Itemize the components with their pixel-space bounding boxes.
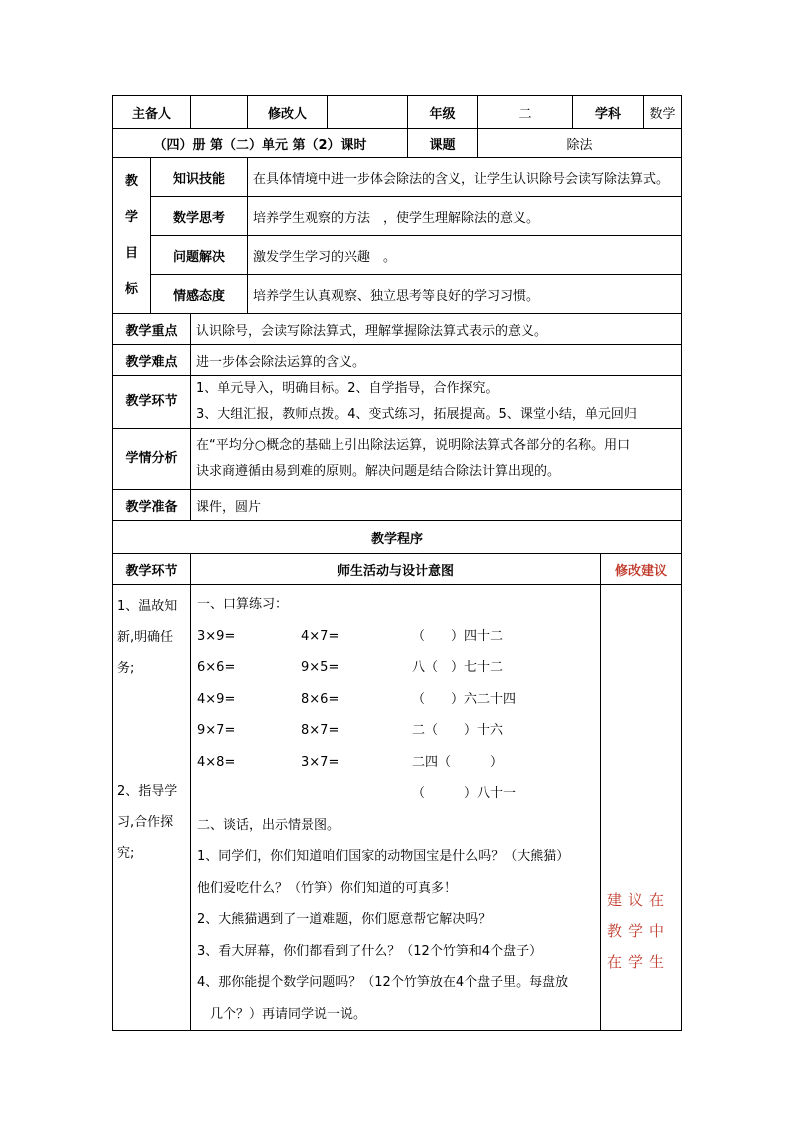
topic-label: 课题 <box>408 129 478 158</box>
col-activity-header: 师生活动与设计意图 <box>191 554 601 585</box>
talk-line: 3、看大屏幕，你们都看到了什么？（12个竹笋和4个盘子） <box>197 943 543 959</box>
teaching-steps-text <box>191 376 682 429</box>
preparation-label: 教学准备 <box>113 490 191 521</box>
program-steps-cell <box>113 585 191 1031</box>
objective-label: 知识技能 <box>151 158 248 197</box>
step-line: 2、指导学 <box>117 784 178 799</box>
step-line: 新,明确任 <box>117 630 174 645</box>
reviser-value[interactable] <box>328 96 408 129</box>
talk-title: 二、谈话，出示情景图。 <box>197 817 341 833</box>
objective-label: 情感态度 <box>151 275 248 314</box>
oral-row: 4×9= 8×6= （ ）六二十四 <box>197 691 517 707</box>
unit-text: （四）册 第（二）单元 第（2）课时 <box>113 129 408 158</box>
program-title: 教学程序 <box>113 521 682 554</box>
difficult-point-row <box>113 345 682 376</box>
program-activity-cell <box>191 585 601 1031</box>
preparation-row <box>113 490 682 521</box>
talk-line: 几个？）再请同学说一说。 <box>197 1006 367 1022</box>
col-suggest-header: 修改建议 <box>601 554 682 585</box>
oral-row: 9×7= 8×7= 二（ ）十六 <box>197 723 504 738</box>
objective-row <box>113 236 682 275</box>
key-point-label: 教学重点 <box>113 314 191 345</box>
objective-text: 激发学生学习的兴趣 。 <box>248 236 682 275</box>
objective-label: 数学思考 <box>151 197 248 236</box>
student-analysis-row <box>113 429 682 490</box>
subject-label: 学科 <box>573 96 644 129</box>
oral-row: 4×8= 3×7= 二四（ ） <box>197 754 504 770</box>
objective-row <box>113 158 682 197</box>
objectives-side-label: 教 学 目 标 <box>113 158 151 314</box>
step-line: 习,合作探 <box>117 815 174 830</box>
objective-text: 培养学生观察的方法 ，使学生理解除法的意义。 <box>248 197 682 236</box>
talk-line: 1、同学们，你们知道咱们国家的动物国宝是什么吗？（大熊猫） <box>197 849 570 864</box>
col-steps-header: 教学环节 <box>113 554 191 585</box>
oral-title: 一、口算练习： <box>197 597 289 612</box>
grade-label: 年级 <box>408 96 478 129</box>
preparer-value[interactable] <box>191 96 248 129</box>
oral-row: 3×9= 4×7= （ ）四十二 <box>197 628 504 644</box>
talk-line: 他们爱吃什么？（竹笋）你们知道的可真多！ <box>197 880 458 896</box>
objective-text: 培养学生认真观察、独立思考等良好的学习习惯。 <box>248 275 682 314</box>
grade-value: 二 <box>478 96 573 129</box>
reviser-label: 修改人 <box>248 96 328 129</box>
step-line: 1、温故知 <box>117 599 178 614</box>
unit-row <box>113 129 682 158</box>
teaching-steps-line: 3、大组汇报，教师点拨。4、变式练习，拓展提高。5、课堂小结，单元回归 <box>196 407 637 422</box>
teaching-steps-row <box>113 376 682 429</box>
lesson-plan-table <box>112 95 682 1031</box>
student-analysis-label: 学情分析 <box>113 429 191 490</box>
oral-row: （ ）八十一 <box>412 786 517 801</box>
topic-value: 除法 <box>478 129 682 158</box>
objective-row <box>113 197 682 236</box>
step-line: 务; <box>117 661 135 676</box>
suggest-text: 建议在 教学中 在学生 <box>607 891 671 971</box>
teaching-steps-line: 1、单元导入，明确目标。2、自学指导，合作探究。 <box>196 381 499 396</box>
subject-value: 数学 <box>644 96 682 129</box>
oral-row: 6×6= 9×5= 八（ ）七十二 <box>197 660 504 675</box>
program-header-row <box>113 554 682 585</box>
talk-line: 4、那你能提个数学问题吗？（12个竹笋放在4个盘子里。每盘放 <box>197 975 569 990</box>
talk-line: 2、大熊猫遇到了一道难题，你们愿意帮它解决吗？ <box>197 912 492 927</box>
key-point-row <box>113 314 682 345</box>
objective-label: 问题解决 <box>151 236 248 275</box>
teaching-steps-label: 教学环节 <box>113 376 191 429</box>
step-line: 究; <box>117 846 135 861</box>
objective-row <box>113 275 682 314</box>
student-analysis-line: 在“平均分○概念的基础上引出除法运算，说明除法算式各部分的名称。用口 <box>196 438 631 453</box>
difficult-point-label: 教学难点 <box>113 345 191 376</box>
header-row <box>113 96 682 129</box>
preparation-text: 课件，圆片 <box>191 490 682 521</box>
program-body-row <box>113 585 682 1031</box>
program-title-row <box>113 521 682 554</box>
student-analysis-text <box>191 429 682 490</box>
lesson-plan <box>112 95 681 1027</box>
difficult-point-text: 进一步体会除法运算的含义。 <box>191 345 682 376</box>
student-analysis-line: 诀求商遵循由易到难的原则。解决问题是结合除法计算出现的。 <box>196 464 561 479</box>
key-point-text: 认识除号，会读写除法算式，理解掌握除法算式表示的意义。 <box>191 314 682 345</box>
program-suggest-cell <box>601 585 682 1031</box>
objective-text: 在具体情境中进一步体会除法的含义，让学生认识除号会读写除法算式。 <box>248 158 682 197</box>
preparer-label: 主备人 <box>113 96 191 129</box>
